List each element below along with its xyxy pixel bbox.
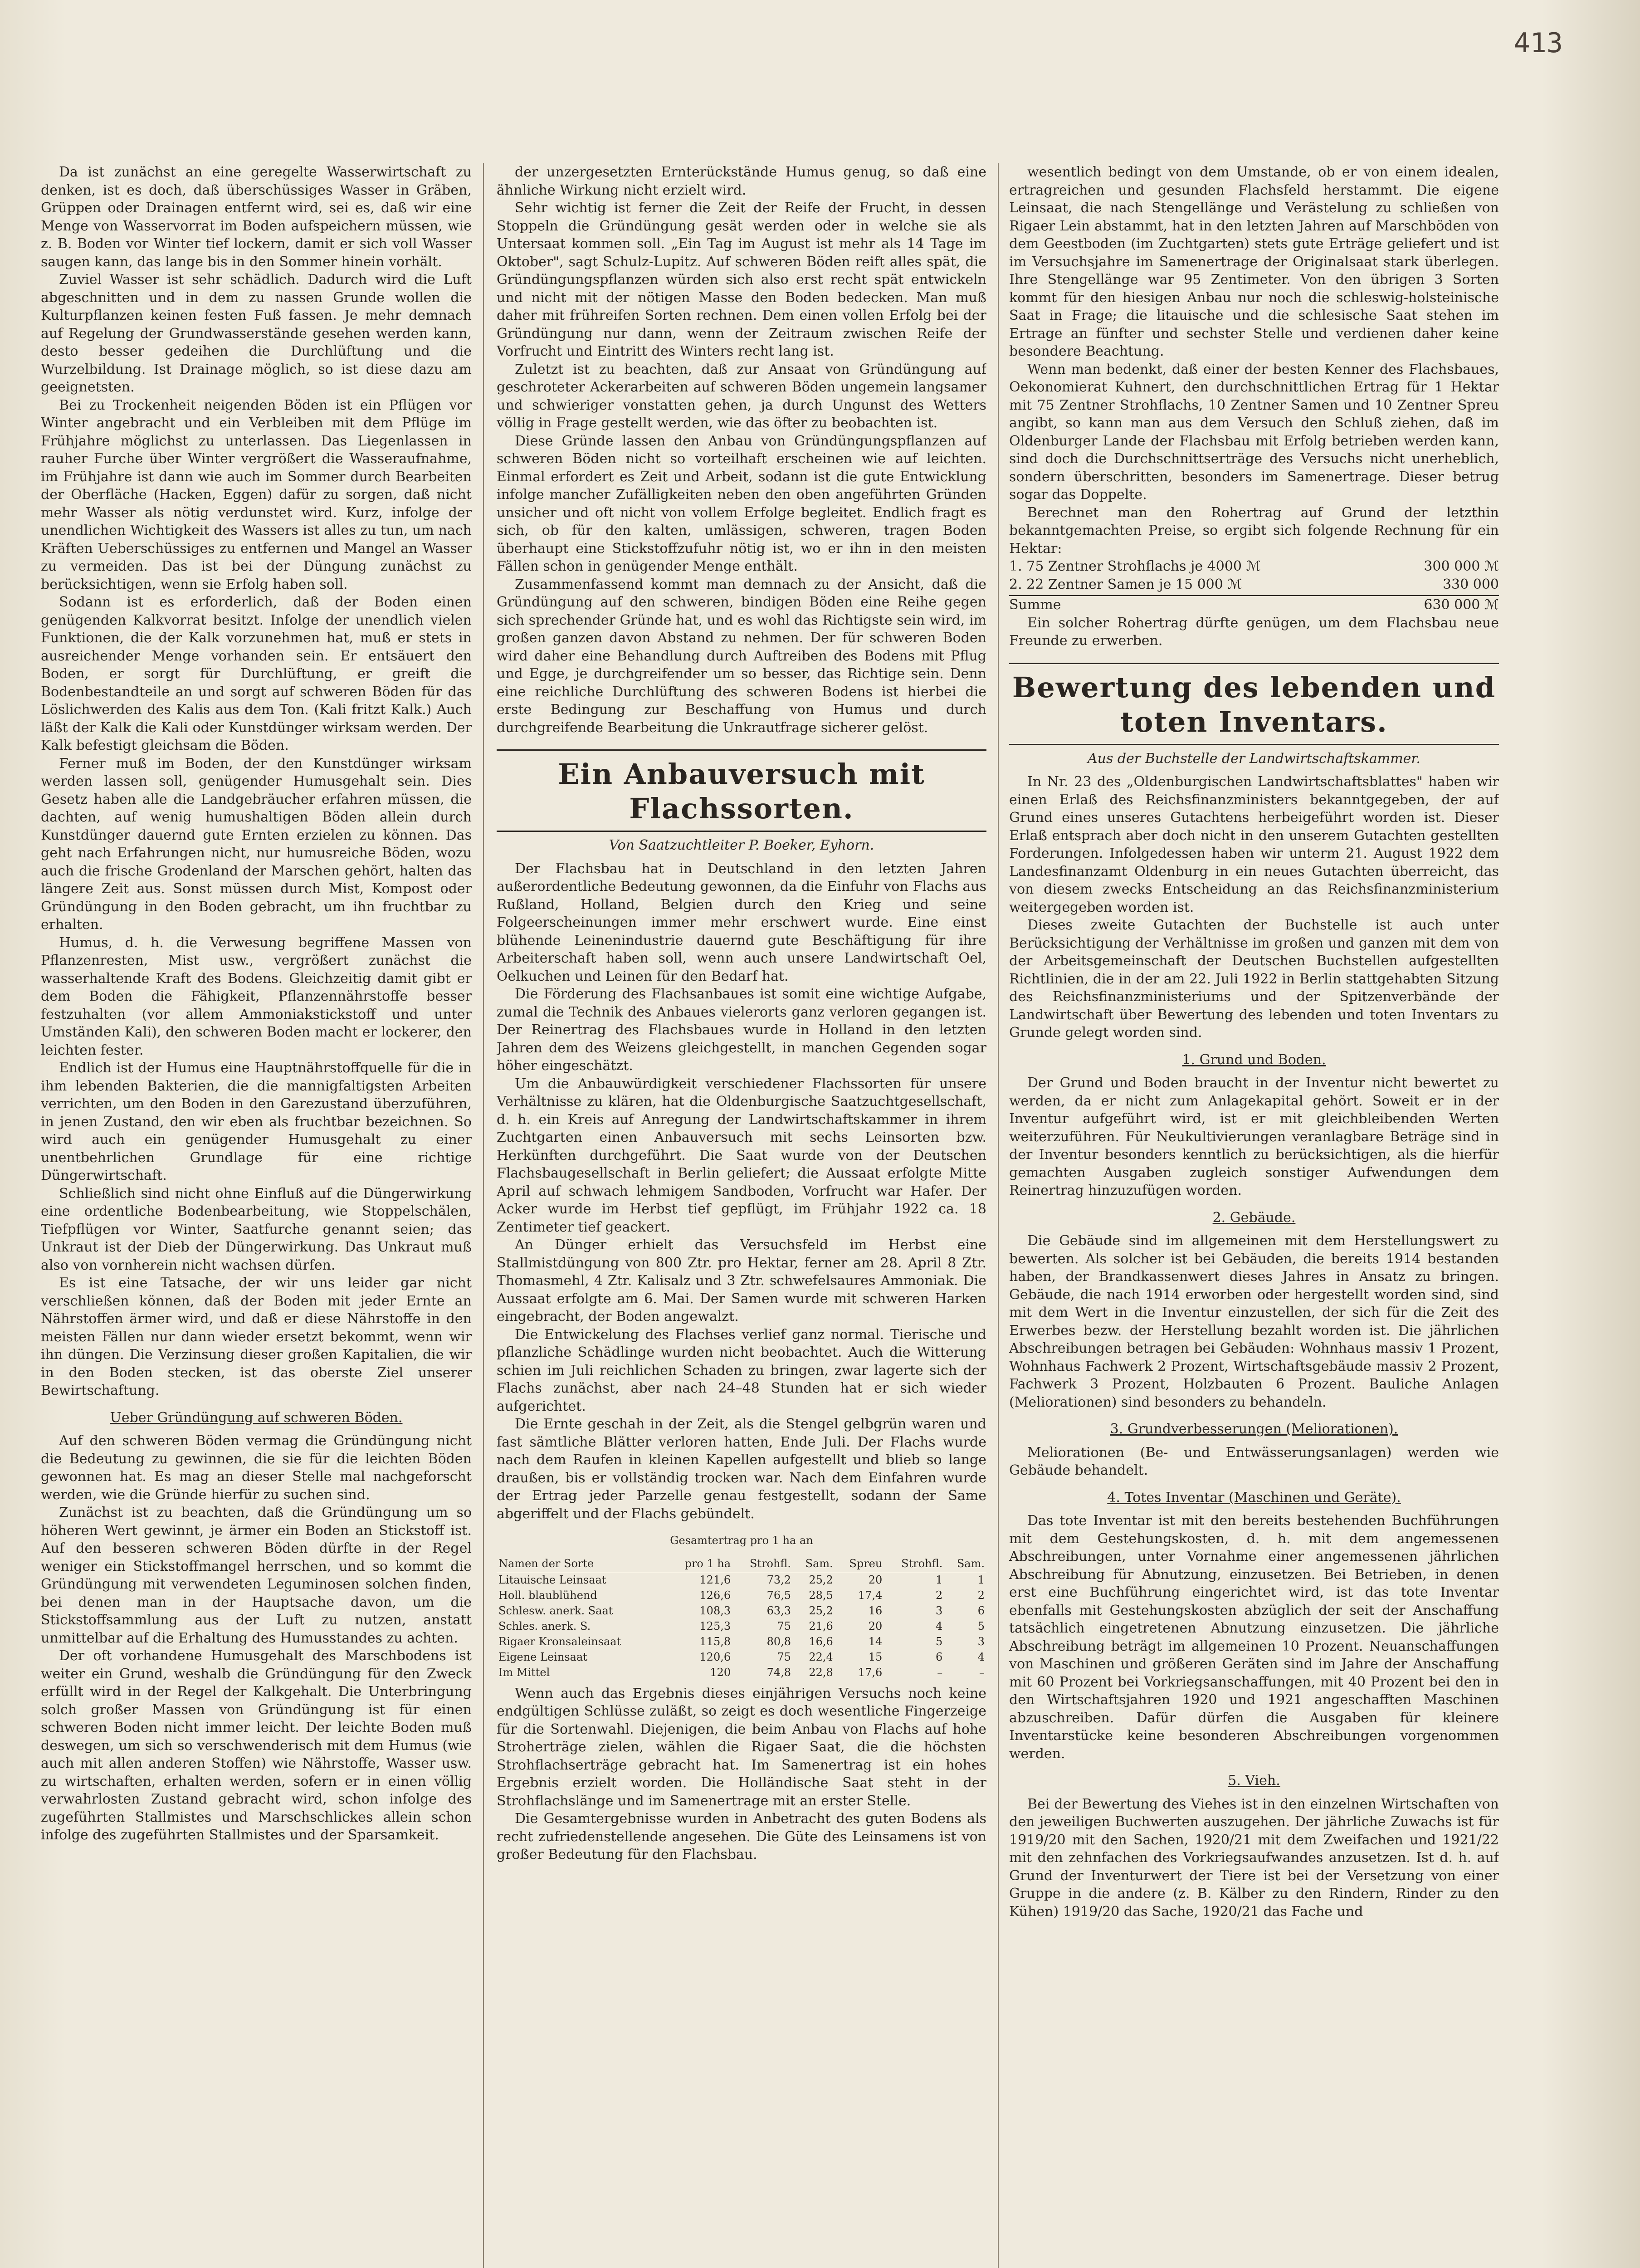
paragraph: Dieses zweite Gutachten der Buchstelle ist auch unter Berücksichtigung der Verhältnisse im großen und ganzen mit dem von der Arbeitsgemeinschaft der Deutschen Buchstellen aufgestellten Richtlinien, die in der am 22. Juli 1922 in Berlin stattgehabten Sitzung des Reichsfinanzministeriums und der Spitzenverbände der Landwirtschaft über Bewertung des lebenden und toten Inventars zu Grunde gelegt worden sind.	[1009, 917, 1499, 1041]
table-cell: 28,5	[809, 1589, 833, 1602]
paragraph: In Nr. 23 des „Oldenburgischen Landwirtschaftsblattes" haben wir einen Erlaß des Reichsfinanzministers bekanntgegeben, der auf Grund eines unseres Gutachtens herbeigeführt worden ist. Dieser Erlaß entsprach aber doch nicht in den unserem Gutachten gestellten Forderungen. Infolgedessen haben wir unterm 21. August 1922 dem Landesfinanzamt Oldenburg in ein neues Gutachten überreicht, das von diesem zwecks Entscheidung an das Reichsfinanzministerium weitergegeben worden ist.	[1009, 774, 1499, 915]
column-right	[1009, 163, 1499, 2268]
section-title-5: 5. Vieh.	[1228, 1773, 1280, 1789]
subheading-gruenduengung: Ueber Gründüngung auf schweren Böden.	[110, 1409, 403, 1426]
column-right-text	[1009, 163, 1499, 557]
paragraph: Berechnet man den Rohertrag auf Grund der letzthin bekanntgemachten Preise, so ergibt sich folgende Rechnung für ein Hektar:	[1009, 504, 1499, 557]
table-cell: 4	[935, 1619, 943, 1633]
table-cell: 20	[868, 1573, 883, 1586]
table-cell: 22,8	[809, 1666, 833, 1679]
paragraph: Die Entwickelung des Flachses verlief ganz normal. Tierische und pflanzliche Schädlinge wurden nicht beobachtet. Auch die Witterung schien im Juli reichlichen Schaden zu bringen, zwar lagerte sich der Flachs zunächst, aber nach 24–48 Stunden hat er sich wieder aufgerichtet.	[497, 1326, 986, 1414]
column-middle-text-3	[497, 1685, 986, 1864]
table-cell: Rigaer Kronsaleinsaat	[498, 1635, 621, 1648]
column-left-text	[41, 163, 472, 1400]
table-row	[497, 1634, 986, 1649]
paragraph: Zuviel Wasser ist sehr schädlich. Dadurch wird die Luft abgeschnitten und in dem zu nassen Grunde wollen die Kulturpflanzen keinen festen Fuß fassen. Je mehr demnach auf Regelung der Grundwasserstände gesehen werden kann, desto besser gedeihen die Durchlüftung und die Wurzelbildung. Ist Drainage möglich, so ist diese dazu am geeignetsten.	[41, 272, 472, 395]
calc-value: 330 000	[1442, 576, 1499, 592]
paragraph: wesentlich bedingt von dem Umstande, ob er von einem idealen, ertragreichen und gesunden Flachsfeld herstammt. Die eigene Leinsaat, die nach Stengellänge und Verästelung zu schließen von Rigaer Lein abstammt, hat in den letzten Jahren auf Marschböden von dem Geestboden (im Zuchtgarten) stets gute Erträge geliefert und ist im Versuchsjahre im Samenertrage der Originalsaat stark überlegen. Ihre Stengellänge war 95 Zentimeter. Von den übrigen 3 Sorten kommt für den hiesigen Anbau nur noch die schleswig-holsteinische Saat in Frage; die litauische und die schlesische Saat stehen im Ertrage an fünfter und sechster Stelle und verdienen daher keine besondere Beachtung.	[1009, 164, 1499, 359]
table-cell: 108,3	[699, 1604, 731, 1617]
section-text-4: Das tote Inventar ist mit den bereits bestehenden Buchführungen mit dem Gestehungskosten, d. h. mit dem angemessenen Abschreibungen, unter Vornahme einer angemessenen jährlichen Abschreibung für Abnutzung, einzusetzen. Bei Betrieben, in denen erst eine Buchführung eingerichtet wird, ist das tote Inventar ebenfalls mit Gestehungskosten abzüglich der seit der Anschaffung tatsächlich eingetretenen Abnutzung einzusetzen. Die jährliche Abschreibung beträgt im allgemeinen 10 Prozent. Neuanschaffungen von Maschinen und größeren Geräten sind im Jahre der Anschaffung mit 60 Prozent bei Vorkriegsanschaffungen, mit 40 Prozent bei den in den Wirtschaftsjahren 1920 und 1921 angeschafften Maschinen abzuschreiben. Dafür dürfen die Ausgaben für kleinere Inventarstücke keine besonderen Abschreibungen vorgenommen werden.	[1009, 1513, 1499, 1762]
paragraph: Es ist eine Tatsache, der wir uns leider gar nicht verschließen können, daß der Boden mit jeder Ernte an Nährstoffen ärmer wird, und daß er diese Nährstoffe in den meisten Fällen nur dann wieder ersetzt bekommt, wenn wir ihn düngen. Die Verzinsung dieser großen Kapitalien, die wir in den Boden stecken, ist das oberste Ziel unserer Bewirtschaftung.	[41, 1275, 472, 1398]
table-header-cell: Spreu	[835, 1555, 884, 1572]
paragraph: Die Förderung des Flachsanbaues ist somit eine wichtige Aufgabe, zumal die Technik des Anbaues vielerorts ganz verloren gegangen ist. Der Reinertrag des Flachsbaues wurde in Holland in den letzten Jahren dem des Weizens gleichgestellt, in manchen Gegenden sogar höher eingeschätzt.	[497, 986, 986, 1074]
calc-line	[1009, 576, 1499, 594]
paragraph: Um die Anbauwürdigkeit verschiedener Flachssorten für unsere Verhältnisse zu klären, hat die Oldenburgische Saatzuchtgesellschaft, d. h. ein Kreis auf Anregung der Landwirtschaftskammer in ihrem Zuchtgarten einen Anbauversuch mit sechs Leinsorten bzw. Herkünften durchgeführt. Die Saat wurde von der Deutschen Flachsbaugesellschaft in Berlin geliefert; die Aussaat erfolgte Mitte April auf schwach lehmigem Sandboden, Vorfrucht war Hafer. Der Acker wurde im Herbst tief gepflügt, im Frühjahr 1922 ca. 18 Zentimeter tief geackert.	[497, 1075, 986, 1235]
table-cell: 15	[868, 1650, 883, 1663]
paragraph: Zuletzt ist zu beachten, daß zur Ansaat von Gründüngung auf geschroteter Ackerarbeiten auf schweren Böden ungemein langsamer und schwieriger vonstatten gehen, ja durch Ungunst des Wetters völlig in Frage gestellt werden, wie das öfter zu beobachten ist.	[497, 361, 986, 431]
table-cell: 6	[935, 1650, 943, 1663]
table-cell: Litauische Leinsaat	[498, 1573, 606, 1586]
table-row	[497, 1572, 986, 1588]
column-rule	[998, 163, 999, 2268]
table-cell: 22,4	[809, 1650, 833, 1663]
column-middle-text	[497, 163, 986, 737]
article-heading-inventar: Bewertung des lebenden und toten Inventars.	[1009, 663, 1499, 745]
section-title-2: 2. Gebäude.	[1212, 1209, 1296, 1226]
table-header-cell: Sam.	[793, 1555, 835, 1572]
flachs-ertrag-table	[497, 1555, 986, 1680]
table-cell: 75	[777, 1619, 791, 1633]
paragraph: Da ist zunächst an eine geregelte Wasserwirtschaft zu denken, ist es doch, daß überschüssiges Wasser in Gräben, Grüppen oder Drainagen entfernt wird, sei es, daß wir eine Menge von Wasservorrat im Boden aufspeichern müssen, wie z. B. Boden vor Winter tief lockern, damit er sich voll Wasser saugen kann, das lange bis in den Sommer hinein vorhält.	[41, 164, 472, 270]
rohertrag-calculation	[1009, 557, 1499, 593]
table-header-cell: Strohfl.	[884, 1555, 944, 1572]
table-cell: 16	[868, 1604, 883, 1617]
paragraph: Wenn auch das Ergebnis dieses einjährigen Versuchs noch keine endgültigen Schlüsse zuläßt, so zeigt es doch wesentliche Fingerzeige für die Sortenwahl. Diejenigen, die beim Anbau von Flachs auf hohe Stroherträge zielen, wählen die Rigaer Saat, die die höchsten Strohflachserträge gebracht hat. Im Samenertrag ist ein hohes Ergebnis erzielt worden. Die Holländische Saat steht in der Strohflachslänge und im Samenertrage mit an erster Stelle.	[497, 1685, 986, 1809]
table-caption: Gesamtertrag pro 1 ha an	[670, 1534, 813, 1547]
section-text-3: Meliorationen (Be- und Entwässerungsanlagen) werden wie Gebäude behandelt.	[1009, 1444, 1499, 1478]
section-text-5: Bei der Bewertung des Viehes ist in den einzelnen Wirtschaften von den jeweiligen Buchwerten auszugehen. Der jährliche Zuwachs ist für 1919/20 mit den Sachen, 1920/21 mit dem Zweifachen und 1921/22 mit den zehnfachen des Vorkriegsaufwandes anzusetzen. Ist d. h. auf Grund der Inventurwert der Tiere ist bei der Versetzung von einer Gruppe in die andere (z. B. Kälber zu den Rindern, Rinder zu den Kühen) 1919/20 das Sache, 1920/21 das Fache und	[1009, 1796, 1499, 1920]
table-cell: 6	[977, 1604, 985, 1617]
column-left-text-2	[41, 1432, 472, 1844]
calc-line	[1009, 557, 1499, 576]
column-rule	[483, 163, 484, 2268]
table-cell: 1	[935, 1573, 943, 1586]
table-row	[497, 1649, 986, 1665]
calc-value: 300 000 ℳ	[1424, 558, 1499, 574]
paragraph: Die Gesamtergebnisse wurden in Anbetracht des guten Bodens als recht zufriedenstellende angesehen. Die Güte des Leinsamens ist von großer Bedeutung für den Flachsbau.	[497, 1811, 986, 1862]
calc-note: Ein solcher Rohertrag dürfte genügen, um dem Flachsbau neue Freunde zu erwerben.	[1009, 615, 1499, 649]
table-cell: 3	[977, 1635, 985, 1648]
table-cell: 75	[777, 1650, 791, 1663]
table-cell: Schles. anerk. S.	[498, 1619, 591, 1633]
table-cell: 21,6	[809, 1619, 833, 1633]
column-middle-text-2	[497, 860, 986, 1523]
table-cell: 4	[977, 1650, 985, 1663]
table-header-cell: Namen der Sorte	[497, 1555, 666, 1572]
table-cell: 121,6	[699, 1573, 731, 1586]
article-heading-flachs: Ein Anbauversuch mit Flachssorten.	[497, 749, 986, 832]
paragraph: Zunächst ist zu beachten, daß die Gründüngung um so höheren Wert gewinnt, je ärmer ein Boden an Stickstoff ist. Auf den besseren schweren Böden dürfte in der Regel weniger ein Stickstoffmangel herrschen, und so kommt die Gründüngung mit verwendeten Leguminosen solchen finden, bei denen man in der Hauptsache davon, um die Stickstoffsammlung aus der Luft zu nutzen, anstatt unmittelbar auf die Erhaltung des Humusstandes zu achten.	[41, 1505, 472, 1646]
table-cell: 16,6	[809, 1635, 833, 1648]
table-row	[497, 1618, 986, 1634]
article-byline: Aus der Buchstelle der Landwirtschaftskammer.	[1087, 750, 1421, 767]
calc-label: 2. 22 Zentner Samen je 15 000 ℳ	[1009, 576, 1242, 592]
table-cell: 20	[868, 1619, 883, 1633]
paragraph: Endlich ist der Humus eine Hauptnährstoffquelle für die in ihm lebenden Bakterien, die die mannigfaltigsten Arbeiten verrichten, um den Boden in den Garezustand überzuführen, in jenen Zustand, den wir eben als fruchtbar bezeichnen. So wird auch ein genügender Humusgehalt zu einer unentbehrlichen Grundlage für eine richtige Düngerwirtschaft.	[41, 1060, 472, 1183]
table-cell: 5	[935, 1635, 943, 1648]
table-cell: 120	[710, 1666, 731, 1679]
paragraph: Sodann ist es erforderlich, daß der Boden einen genügenden Kalkvorrat besitzt. Infolge der unendlich vielen Funktionen, die der Kalk vorzunehmen hat, muß er stets in ausreichender Menge vorhanden sein. Er entsäuert den Boden, er sorgt für Durchlüftung, er greift die Bodenbestandteile an und sorgt auf schweren Böden für das Löslichwerden des Kalis aus dem Ton. (Kali fritzt Kalk.) Auch läßt der Kalk die Kali oder Kunstdünger wirksam werden. Der Kalk befestigt gleichsam die Böden.	[41, 594, 472, 753]
table-cell: 2	[977, 1589, 985, 1602]
table-header-cell: Sam.	[944, 1555, 986, 1572]
table-cell: 63,3	[766, 1604, 791, 1617]
table-header-cell: Strohfl.	[732, 1555, 793, 1572]
paragraph: Sehr wichtig ist ferner die Zeit der Reife der Frucht, in dessen Stoppeln die Gründüngung gesät werden oder in welche sie als Untersaat kommen soll. „Ein Tag im August ist mehr als 14 Tage im Oktober", sagt Schulz-Lupitz. Auf schweren Böden reift alles spät, die Gründüngungspflanzen würden sich also erst recht spät entwickeln und nicht mit der nötigen Masse den Boden bedecken. Man muß daher mit frühreifen Sorten rechnen. Dem einen vollen Erfolg bei der Gründüngung nur dann, wenn der Zeitraum zwischen Reife der Vorfrucht und Eintritt des Winters recht lang ist.	[497, 200, 986, 359]
paragraph: Zusammenfassend kommt man demnach zu der Ansicht, daß die Gründüngung auf den schweren, bindigen Böden eine Reihe gegen sich sprechender Gründe hat, und es wohl das Richtigste sein wird, im großen ganzen davon Abstand zu nehmen. Der für schweren Boden wird daher eine Behandlung durch Auftreiben des Bodens mit Pflug und Egge, je durchgreifender um so besser, das Richtige sein. Denn eine reichliche Durchlüftung des schweren Bodens ist hierbei die erste Bedingung zur Beschaffung von Humus und durch durchgreifende Bearbeitung die Unkrautfrage sicherer gelöst.	[497, 576, 986, 736]
paragraph: An Dünger erhielt das Versuchsfeld im Herbst eine Stallmistdüngung von 800 Ztr. pro Hektar, ferner am 28. April 8 Ztr. Thomasmehl, 4 Ztr. Kalisalz und 3 Ztr. schwefelsaures Ammoniak. Die Aussaat erfolgte am 6. Mai. Der Samen wurde mit schweren Harken eingebracht, der Boden angewalzt.	[497, 1237, 986, 1325]
table-cell: 120,6	[699, 1650, 731, 1663]
column-middle	[497, 163, 986, 2268]
table-cell: 17,6	[858, 1666, 883, 1679]
table-cell: 73,2	[766, 1573, 791, 1586]
table-cell: 80,8	[766, 1635, 791, 1648]
column-left	[41, 163, 472, 2268]
column-right-text-2	[1009, 773, 1499, 1042]
table-cell: 2	[935, 1589, 943, 1602]
table-body	[497, 1572, 986, 1680]
table-cell: 14	[868, 1635, 883, 1648]
table-cell: 76,5	[766, 1589, 791, 1602]
paragraph: Die Ernte geschah in der Zeit, als die Stengel gelbgrün waren und fast sämtliche Blätter verloren hatten, Ende Juli. Der Flachs wurde nach dem Raufen in kleinen Kapellen aufgestellt und blieb so lange draußen, bis er vollständig trocken war. Nach dem Einfahren wurde der Ertrag jeder Parzelle genau festgestellt, sodann der Same abgeriffelt und der Flachs gebündelt.	[497, 1416, 986, 1522]
calc-sum	[1009, 595, 1499, 614]
paragraph: Auf den schweren Böden vermag die Gründüngung nicht die Bedeutung zu gewinnen, die sie für die leichten Böden gewonnen hat. Es mag an dieser Stelle mal nachgeforscht werden, wie die Gründe hierfür zu suchen sind.	[41, 1433, 472, 1503]
table-cell: Schlesw. anerk. Saat	[498, 1604, 613, 1617]
paragraph: der unzergesetzten Ernterückstände Humus genug, so daß eine ähnliche Wirkung nicht erzielt wird.	[497, 164, 986, 198]
paragraph: Ferner muß im Boden, der den Kunstdünger wirksam werden lassen soll, genügender Humusgehalt sein. Dies Gesetz haben alle die Landgebräucher erfahren müssen, die dachten, auf wenig humushaltigen Böden allein durch Kunstdünger dauernd gute Ernten erzielen zu können. Das geht nach Erfahrungen nicht, nur humusreiche Böden, wozu auch die frische Grodenland der Marschen gehört, halten das längere Zeit aus. Sonst müssen durch Mist, Kompost oder Gründüngung in den Boden gebracht, um ihn fruchtbar zu erhalten.	[41, 755, 472, 933]
table-cell: Eigene Leinsaat	[498, 1650, 587, 1663]
table-cell: 1	[977, 1573, 985, 1586]
paragraph: Der oft vorhandene Humusgehalt des Marschbodens ist weiter ein Grund, weshalb die Gründüngung für den Zweck erfüllt wird in der Regel der Kalkgehalt. Die Unterbringung solch großer Massen von Gründüngung ist für einen schweren Boden nicht immer leicht. Der leichte Boden muß deswegen, um sich so verschwenderisch mit dem Humus (wie auch mit allen anderen Stoffen) wie Nährstoffe, Wasser usw. zu wirtschaften, erhalten werden, sofern er in einen völlig verwahrlosten Zustand gebracht wird, schon infolge des zugeführten Stallmistes und Marschschlickes allein schon infolge des zugeführten Stallmistes und der Sparsamkeit.	[41, 1648, 472, 1843]
table-cell: 3	[935, 1604, 943, 1617]
table-cell: 25,2	[809, 1573, 833, 1586]
section-title-3: 3. Grundverbesserungen (Meliorationen).	[1110, 1421, 1398, 1437]
paragraph: Bei zu Trockenheit neigenden Böden ist ein Pflügen vor Winter angebracht und ein Verbleiben mit dem Pflüge im Frühjahre möglichst zu unterlassen. Das Liegenlassen in rauher Furche über Winter vergrößert die Wasseraufnahme, im Frühjahre ist dann wie auch im Sommer durch Bearbeiten der Oberfläche (Hacken, Eggen) dafür zu sorgen, daß nicht mehr Wasser als nötig verdunstet wird. Kurz, infolge der unendlichen Wichtigkeit des Wassers ist alles zu tun, um nach Kräften Ueberschüssiges zu entfernen und Mangel an Wasser zu vermeiden. Das ist bei der Düngung zunächst zu berücksichtigen, wenn sie Erfolg haben soll.	[41, 397, 472, 592]
paragraph: Schließlich sind nicht ohne Einfluß auf die Düngerwirkung eine ordentliche Bodenbearbeitung, wie Stoppelschälen, Tiefpflügen vor Winter, Saatfurche genannt seien; das Unkraut ist der Dieb der Düngerwirkung. Das Unkraut muß also von vornherein nicht wachsen dürfen.	[41, 1185, 472, 1273]
table-header-row	[497, 1555, 986, 1572]
paragraph: Humus, d. h. die Verwesung begriffene Massen von Pflanzenresten, Mist usw., vergrößert zunächst die wasserhaltende Kraft des Bodens. Gleichzeitig damit gibt er dem Boden die Fähigkeit, Pflanzennährstoffe besser festzuhalten (vor allem Ammoniakstickstoff und unter Umständen Kali), den schweren Boden macht er lockerer, den leichten fester.	[41, 934, 472, 1058]
article-byline: Von Saatzuchtleiter P. Boeker, Eyhorn.	[609, 837, 874, 853]
table-row	[497, 1665, 986, 1680]
paragraph: Diese Gründe lassen den Anbau von Gründüngungspflanzen auf schweren Böden nicht so vorteilhaft erscheinen wie auf leichten. Einmal erfordert es Zeit und Arbeit, sodann ist die gute Entwicklung infolge mancher Zufälligkeiten neben den oben angeführten Gründen unsicher und oft nicht von vollem Erfolge begleitet. Endlich fragt es sich, ob für den kalten, umlässigen, schweren, tragen Boden überhaupt eine Stickstoffzufuhr nötig ist, wo er ihn in den meisten Fällen schon in genügender Menge enthält.	[497, 433, 986, 574]
table-cell: –	[979, 1666, 985, 1679]
table-cell: 115,8	[699, 1635, 731, 1648]
calc-sum-label: Summe	[1009, 597, 1061, 613]
table-cell: 25,2	[809, 1604, 833, 1617]
page-number: 413	[1513, 27, 1563, 59]
table-cell: 74,8	[766, 1666, 791, 1679]
calc-sum-value: 630 000 ℳ	[1424, 597, 1499, 613]
section-title-1: 1. Grund und Boden.	[1182, 1051, 1326, 1068]
section-text-1: Der Grund und Boden braucht in der Inventur nicht bewertet zu werden, da er nicht zum Anlagekapital gehört. Soweit er in der Inventur aufgeführt wird, ist er mit gleichbleibenden Werten weiterzuführen. Für Neukultivierungen veranlagbare Beträge sind in der Inventur besonders kenntlich zu berücksichtigen, als die hierfür gemachten Ausgaben zugleich sonstiger Aufwendungen dem Reinertrag hinzuzufügen worden.	[1009, 1075, 1499, 1198]
table-cell: –	[937, 1666, 943, 1679]
section-text-2: Die Gebäude sind im allgemeinen mit dem Herstellungswert zu bewerten. Als solcher ist bei Gebäuden, die bereits 1914 bestanden haben, der Brandkassenwert dieses Jahres in Ansatz zu bringen. Gebäude, die nach 1914 erworben oder hergestellt worden sind, sind mit dem Wert in die Inventur einzustellen, der sich für die Zeit des Erwerbes bezw. der Herstellung bezahlt worden ist. Die jährlichen Abschreibungen betragen bei Gebäuden: Wohnhaus massiv 1 Prozent, Wohnhaus Fachwerk 2 Prozent, Wirtschaftsgebäude massiv 2 Prozent, Fachwerk 3 Prozent, Holzbauten 6 Prozent. Bauliche Anlagen (Meliorationen) sind besonders zu behandeln.	[1009, 1233, 1499, 1410]
paragraph: Der Flachsbau hat in Deutschland in den letzten Jahren außerordentliche Bedeutung gewonnen, da die Einfuhr von Flachs aus Rußland, Holland, Belgien durch den Krieg und seine Folgeerscheinungen immer mehr erschwert wurde. Eine einst blühende Leinenindustrie dauernd gute Beschäftigung für ihre Arbeiterschaft haben soll, wenn auch unsere Landwirtschaft Oel, Oelkuchen und Leinen für den Bedarf hat.	[497, 860, 986, 984]
section-title-4: 4. Totes Inventar (Maschinen und Geräte).	[1107, 1489, 1401, 1505]
calc-label: 1. 75 Zentner Strohflachs je 4000 ℳ	[1009, 558, 1261, 574]
table-cell: 17,4	[858, 1589, 883, 1602]
table-cell: Im Mittel	[498, 1666, 550, 1679]
table-cell: 126,6	[699, 1589, 731, 1602]
table-cell: 125,3	[699, 1619, 731, 1633]
table-row	[497, 1588, 986, 1603]
table-row	[497, 1603, 986, 1618]
paragraph: Wenn man bedenkt, daß einer der besten Kenner des Flachsbaues, Oekonomierat Kuhnert, den durchschnittlichen Ertrag für 1 Hektar mit 75 Zentner Strohflachs, 10 Zentner Samen und 10 Zentner Spreu angibt, so kann man aus dem Versuch den Schluß ziehen, daß im Oldenburger Lande der Flachsbau mit Erfolg betrieben werden kann, sind doch die Durchschnittserträge des Versuchs nicht unerheblich, sondern überschritten, besonders im Samenertrage. Dieser betrug sogar das Doppelte.	[1009, 361, 1499, 503]
table-cell: 5	[977, 1619, 985, 1633]
table-header-cell: pro 1 ha	[666, 1555, 732, 1572]
table-cell: Holl. blaublühend	[498, 1589, 597, 1602]
